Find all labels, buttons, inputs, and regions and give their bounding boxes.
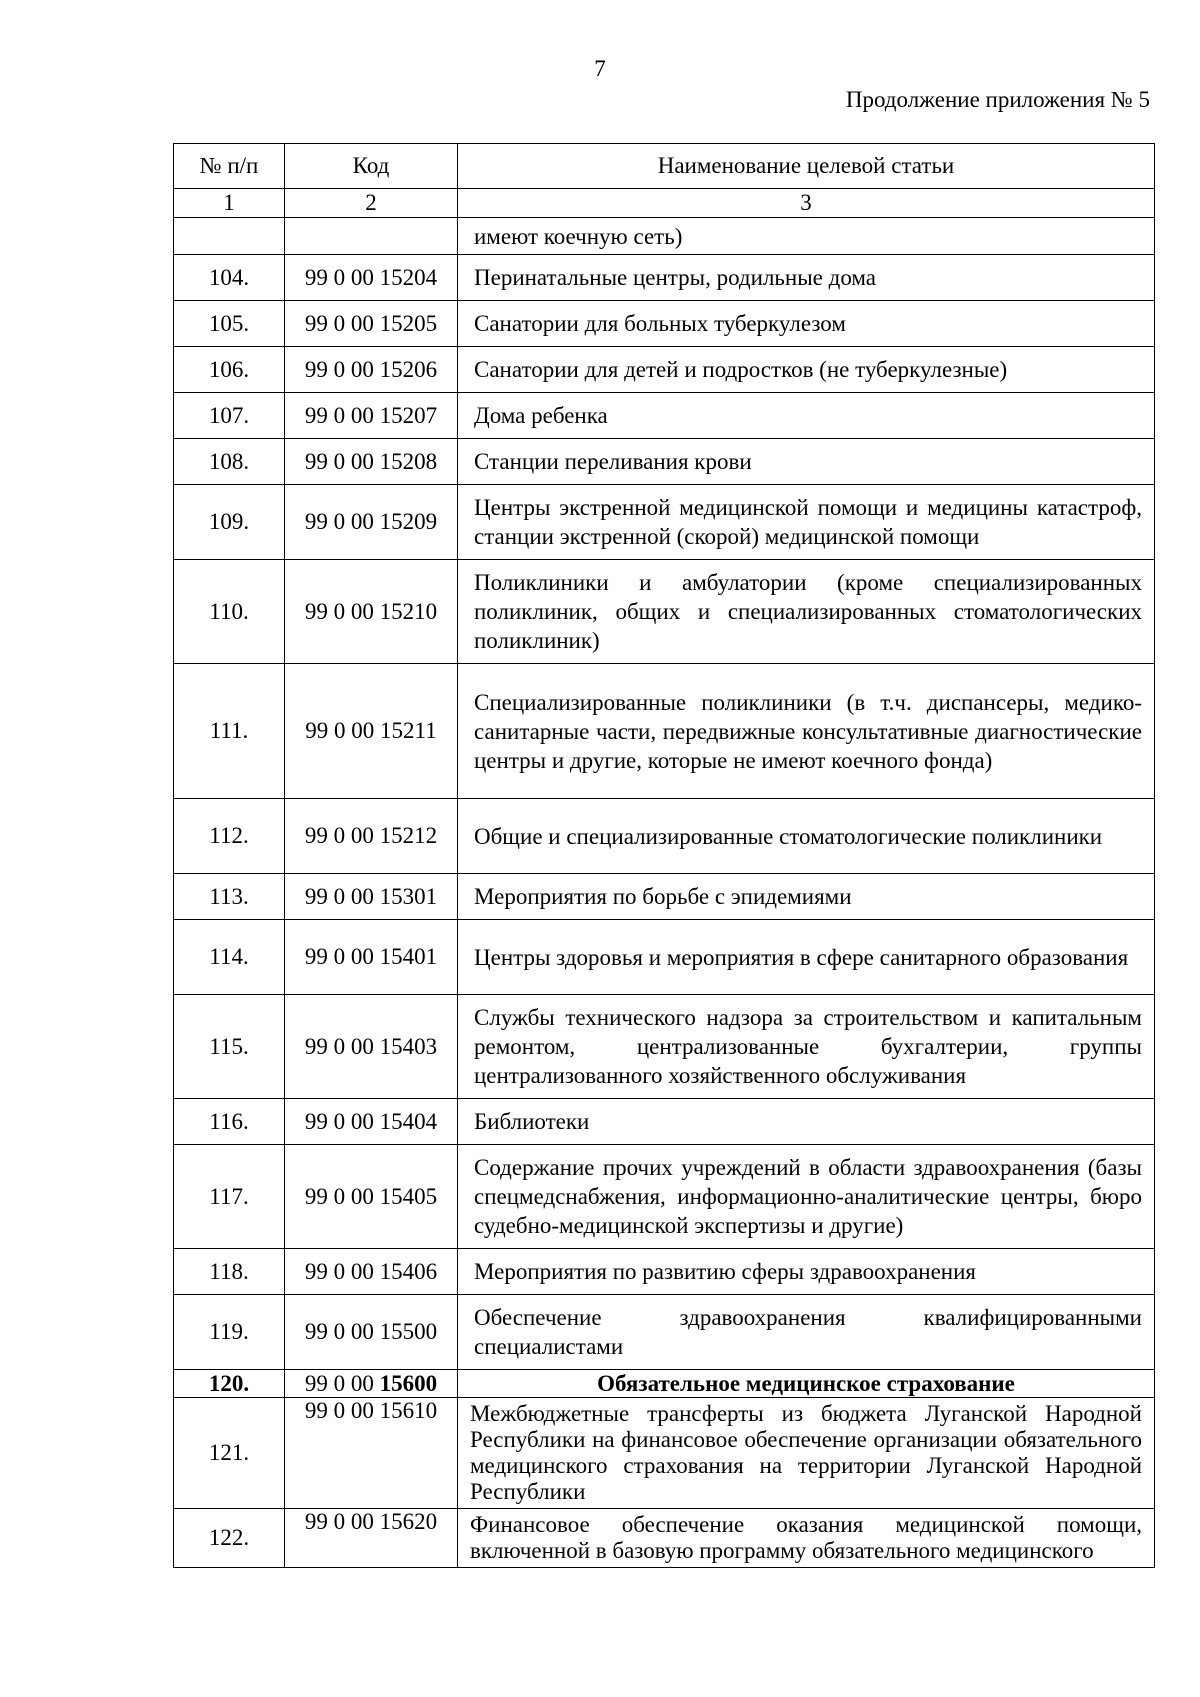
row-code: 99 0 00 15620	[285, 1509, 458, 1568]
row-name: Содержание прочих учреждений в области здравоохранения (базы спецмедснабжения, информационно-аналитические центры, бюро судебно-медицинской экспертизы и другие)	[458, 1145, 1155, 1249]
row-number: 119.	[174, 1295, 285, 1370]
row-name: Специализированные поликлиники (в т.ч. диспансеры, медико-санитарные части, передвижные консультативные диагностические центры и другие, которые не имеют коечного фонда)	[458, 664, 1155, 799]
table-row	[174, 874, 1155, 920]
row-name: Межбюджетные трансферты из бюджета Луганской Народной Республики на финансовое обеспечение организации обязательного медицинского страхования на территории Луганской Народной Республики	[458, 1398, 1155, 1509]
row-code: 99 0 00 15406	[285, 1249, 458, 1295]
row-name: Станции переливания крови	[458, 439, 1155, 485]
row-name: Общие и специализированные стоматологические поликлиники	[458, 799, 1155, 874]
target-articles-table	[173, 143, 1155, 1568]
row-name: Службы технического надзора за строительством и капитальным ремонтом, централизованные бухгалтерии, группы централизованного хозяйственного обслуживания	[458, 995, 1155, 1099]
column-header-name: Наименование целевой статьи	[458, 144, 1155, 189]
row-code-bold: 15600	[379, 1370, 438, 1396]
row-code: 99 0 00 15206	[285, 347, 458, 393]
row-number: 121.	[174, 1398, 285, 1509]
row-code: 99 0 00 15212	[285, 799, 458, 874]
row-number: 112.	[174, 799, 285, 874]
row-name: Перинатальные центры, родильные дома	[458, 255, 1155, 301]
continuation-row	[174, 218, 1155, 255]
table-row-120	[174, 1370, 1155, 1398]
column-header-number: № п/п	[174, 144, 285, 189]
table-row	[174, 485, 1155, 560]
column-header-code: Код	[285, 144, 458, 189]
row-number: 109.	[174, 485, 285, 560]
table-row	[174, 664, 1155, 799]
appendix-continuation-note: Продолжение приложения № 5	[845, 87, 1150, 112]
row-name: Центры здоровья и мероприятия в сфере санитарного образования	[458, 920, 1155, 995]
row-number: 113.	[174, 874, 285, 920]
row-name: Центры экстренной медицинской помощи и медицины катастроф, станции экстренной (скорой) медицинской помощи	[458, 485, 1155, 560]
row-number: 120.	[174, 1370, 285, 1398]
row-number: 114.	[174, 920, 285, 995]
column-number-1: 1	[174, 189, 285, 218]
page-number: 7	[594, 56, 606, 81]
table-body	[174, 255, 1155, 1370]
row-number: 107.	[174, 393, 285, 439]
row-code: 99 0 00 15401	[285, 920, 458, 995]
table-row	[174, 995, 1155, 1099]
table-row	[174, 799, 1155, 874]
row-number: 117.	[174, 1145, 285, 1249]
continuation-code-cell	[285, 218, 458, 255]
column-number-2: 2	[285, 189, 458, 218]
row-code: 99 0 00 15405	[285, 1145, 458, 1249]
row-number: 104.	[174, 255, 285, 301]
row-number: 106.	[174, 347, 285, 393]
row-name: Санатории для больных туберкулезом	[458, 301, 1155, 347]
table-row	[174, 1099, 1155, 1145]
row-code-prefix: 99 0 00	[304, 1370, 380, 1396]
row-code: 99 0 00 15610	[285, 1398, 458, 1509]
row-name: Мероприятия по борьбе с эпидемиями	[458, 874, 1155, 920]
row-number: 118.	[174, 1249, 285, 1295]
row-name: Обеспечение здравоохранения квалифицированными специалистами	[458, 1295, 1155, 1370]
table-row-122	[174, 1509, 1155, 1568]
row-code: 99 0 00 15211	[285, 664, 458, 799]
row-number: 116.	[174, 1099, 285, 1145]
row-code: 99 0 00 15205	[285, 301, 458, 347]
row-code: 99 0 00 15500	[285, 1295, 458, 1370]
row-code: 99 0 00 15204	[285, 255, 458, 301]
table-row	[174, 301, 1155, 347]
row-number: 122.	[174, 1509, 285, 1568]
table-row	[174, 255, 1155, 301]
row-number: 111.	[174, 664, 285, 799]
table-row	[174, 1145, 1155, 1249]
row-name: Библиотеки	[458, 1099, 1155, 1145]
row-name: Санатории для детей и подростков (не туберкулезные)	[458, 347, 1155, 393]
row-code: 99 0 00 15403	[285, 995, 458, 1099]
table-row	[174, 560, 1155, 664]
row-number: 115.	[174, 995, 285, 1099]
table-row	[174, 393, 1155, 439]
table-row	[174, 439, 1155, 485]
row-name: Мероприятия по развитию сферы здравоохранения	[458, 1249, 1155, 1295]
row-number: 110.	[174, 560, 285, 664]
continuation-number-cell	[174, 218, 285, 255]
continuation-text: имеют коечную сеть)	[458, 218, 1155, 255]
row-code: 99 0 00 15404	[285, 1099, 458, 1145]
row-name: Обязательное медицинское страхование	[458, 1370, 1155, 1398]
row-number: 108.	[174, 439, 285, 485]
row-code: 99 0 00 15210	[285, 560, 458, 664]
row-number: 105.	[174, 301, 285, 347]
row-name: Поликлиники и амбулатории (кроме специализированных поликлиник, общих и специализированных стоматологических поликлиник)	[458, 560, 1155, 664]
table-row	[174, 347, 1155, 393]
table-row	[174, 1295, 1155, 1370]
row-code	[285, 1370, 458, 1398]
table-header-row	[174, 144, 1155, 189]
row-code: 99 0 00 15209	[285, 485, 458, 560]
table-row	[174, 1249, 1155, 1295]
column-number-3: 3	[458, 189, 1155, 218]
table-row	[174, 920, 1155, 995]
row-code: 99 0 00 15207	[285, 393, 458, 439]
row-code: 99 0 00 15208	[285, 439, 458, 485]
row-code: 99 0 00 15301	[285, 874, 458, 920]
row-name: Финансовое обеспечение оказания медицинской помощи, включенной в базовую программу обязательного медицинского	[458, 1509, 1155, 1568]
row-name: Дома ребенка	[458, 393, 1155, 439]
table-row-121	[174, 1398, 1155, 1509]
column-numbers-row	[174, 189, 1155, 218]
